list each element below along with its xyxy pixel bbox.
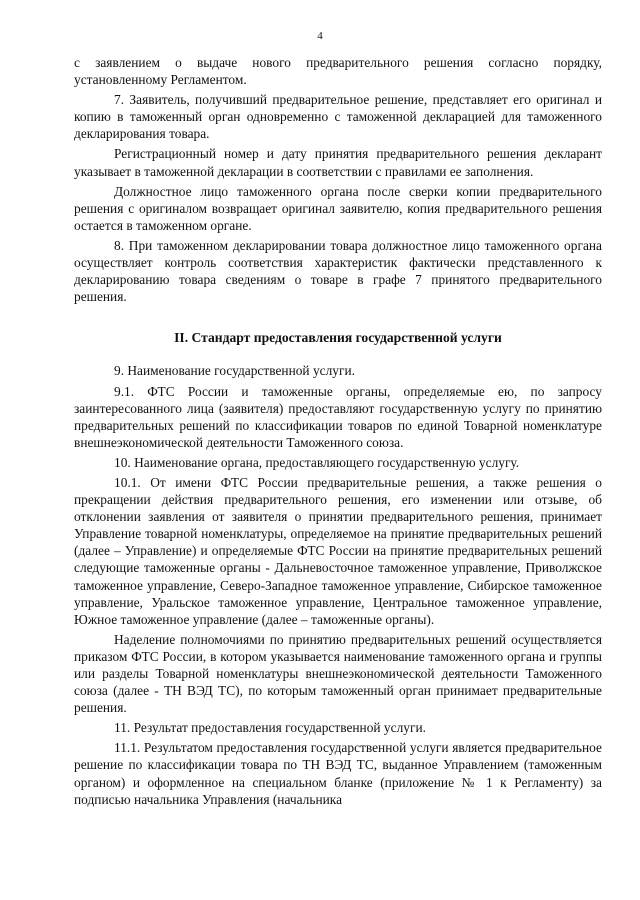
paragraph: 10.1. От имени ФТС России предварительные решения, а также решения о прекращении действия предварительного решения, его изменении или отзыве, об отклонении заявления от заявителя о принятии предварительного решения, принимает Управление товарной номенклатуры, определяемое на принятие предварительных решений (далее – Управление) и определяемые ФТС России на принятие предварительных решений следующие таможенные органы - Дальневосточное таможенное управление, Приволжское таможенное управление, Северо-Западное таможенное управление, Сибирское таможенное управление, Уральское таможенное управление, Центральное таможенное управление, Южное таможенное управление (далее – таможенные органы). bbox=[74, 474, 602, 627]
paragraph: Должностное лицо таможенного органа после сверки копии предварительного решения с оригиналом возвращает оригинал заявителю, копия предварительного решения остается в таможенном органе. bbox=[74, 183, 602, 233]
paragraph: Наделение полномочиями по принятию предварительных решений осуществляется приказом ФТС России, в котором указывается наименование таможенного органа и группы или разделы Товарной номенклатуры внешнеэкономической деятельности Таможенного союза (далее - ТН ВЭД ТС), по которым таможенный орган принимает предварительные решения. bbox=[74, 631, 602, 716]
paragraph: 9. Наименование государственной услуги. bbox=[114, 363, 355, 379]
paragraph: 10. Наименование органа, предоставляющего государственную услугу. bbox=[114, 454, 520, 470]
paragraph: 7. Заявитель, получивший предварительное решение, представляет его оригинал и копию в таможенный орган одновременно с таможенной декларацией для таможенного декларирования товара. bbox=[74, 92, 602, 142]
paragraph: 11. Результат предоставления государственной услуги. bbox=[114, 720, 426, 736]
bottom-paragraphs bbox=[74, 362, 602, 807]
paragraph: 9.1. ФТС России и таможенные органы, определяемые ею, по запросу заинтересованного лица (заявителя) предоставляют государственную услугу по принятию предварительных решений по классификации товаров по единой Товарной номенклатуре внешнеэкономической деятельности Таможенного союза. bbox=[74, 383, 602, 450]
paragraph: 8. При таможенном декларировании товара должностное лицо таможенного органа осуществляет контроль соответствия характеристик фактически представленного к декларированию товара сведениям о товаре в графе 7 принятого предварительного решения. bbox=[74, 237, 602, 305]
paragraph: Регистрационный номер и дату принятия предварительного решения декларант указывает в таможенной декларации в соответствии с правилами ее заполнения. bbox=[74, 146, 602, 179]
section-heading: II. Стандарт предоставления государственной услуги bbox=[174, 330, 502, 346]
paragraph: 11.1. Результатом предоставления государственной услуги является предварительное решение по классификации товара по ТН ВЭД ТС, выданное Управлением (таможенным органом) и оформленное на специальном бланке (приложение № 1 к Регламенту) за подписью начальника Управления (начальника bbox=[74, 740, 602, 807]
page-number: 4 bbox=[317, 30, 323, 42]
paragraph: с заявлением о выдаче нового предварительного решения согласно порядку, установленному Регламентом. bbox=[74, 55, 602, 88]
top-paragraphs bbox=[74, 54, 602, 305]
document-body bbox=[74, 54, 602, 808]
